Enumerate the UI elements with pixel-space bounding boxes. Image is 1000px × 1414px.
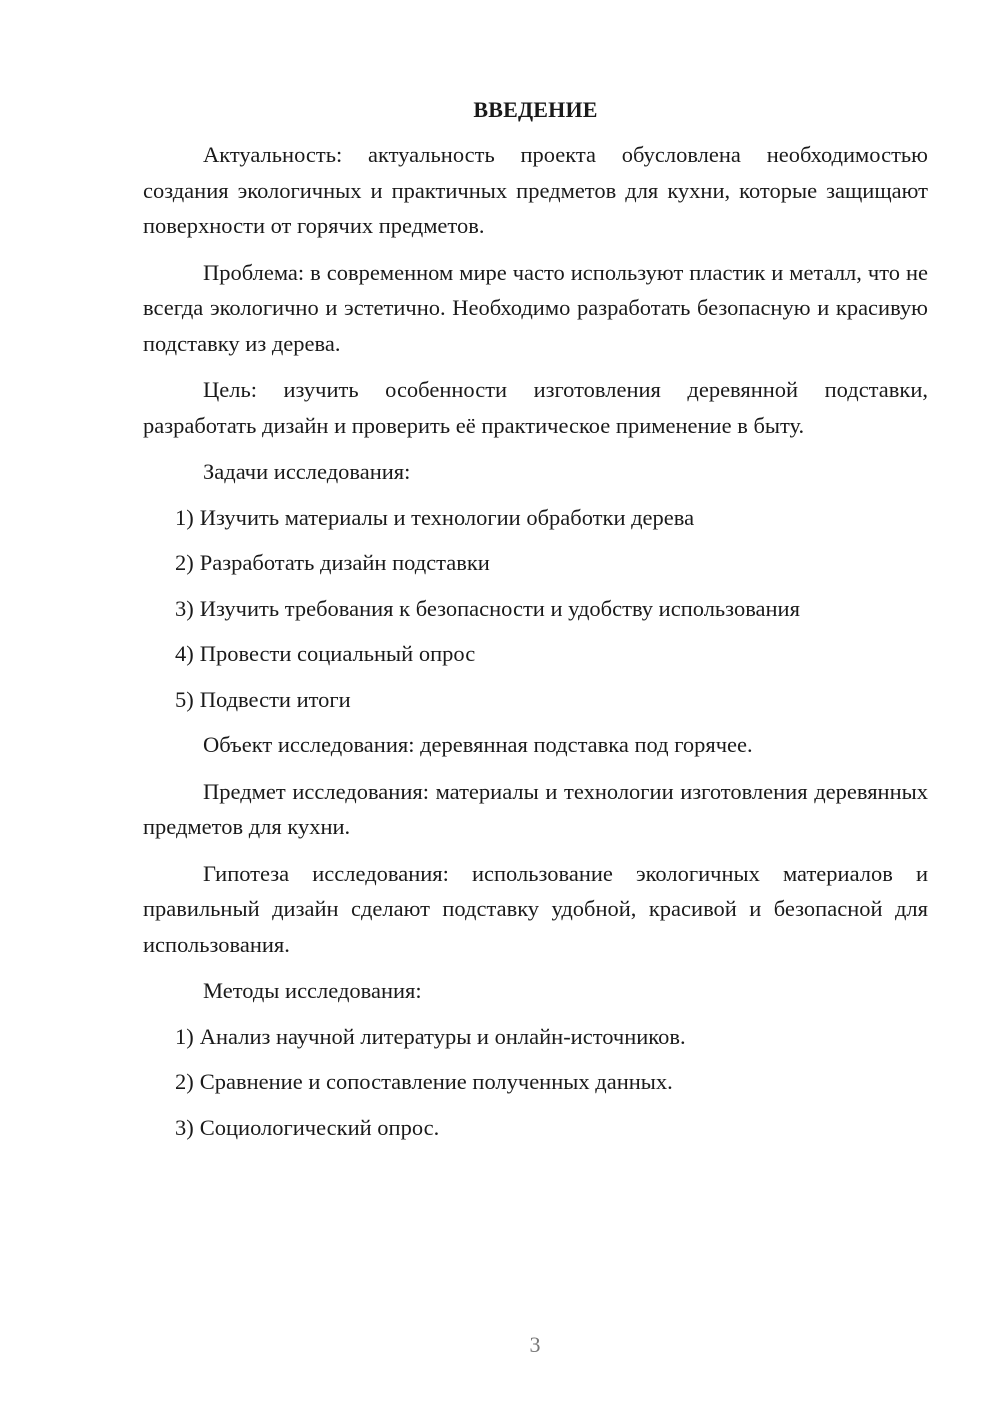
list-item-number: 2) — [175, 1069, 194, 1094]
methods-list — [143, 1019, 928, 1146]
list-item — [143, 545, 928, 581]
list-item-number: 3) — [175, 1114, 194, 1140]
list-item-text: Социологический опрос. — [199, 1114, 440, 1140]
page-number: 3 — [529, 1332, 541, 1357]
list-item-text: Изучить требования к безопасности и удобству использования — [199, 595, 800, 621]
list-item — [143, 1064, 928, 1100]
list-item-number: 3) — [175, 595, 194, 621]
list-item-text: Сравнение и сопоставление полученных данных. — [199, 1069, 673, 1094]
document-page — [143, 92, 928, 1155]
tasks-list — [143, 500, 928, 718]
list-item — [143, 636, 928, 672]
list-item — [143, 1110, 928, 1146]
paragraph-hypothesis: Гипотеза исследования: использование экологичных материалов и правильный дизайн сделают подставку удобной, красивой и безопасной для использования. — [143, 860, 928, 957]
list-item-number: 1) — [175, 504, 194, 530]
list-item-number: 5) — [175, 686, 194, 712]
list-item-number: 1) — [175, 1023, 194, 1049]
list-item-text: Изучить материалы и технологии обработки дерева — [199, 504, 695, 530]
methods-heading: Методы исследования: — [203, 978, 422, 1003]
list-item — [143, 591, 928, 627]
list-item-text: Разработать дизайн подставки — [199, 550, 490, 575]
paragraph-relevance: Актуальность: актуальность проекта обусловлена необходимостью создания экологичных и практичных предметов для кухни, которые защищают поверхности от горячих предметов. — [143, 142, 928, 238]
list-item-text: Анализ научной литературы и онлайн-источников. — [199, 1023, 686, 1049]
list-item-text: Провести социальный опрос — [199, 641, 476, 666]
paragraph-goal: Цель: изучить особенности изготовления деревянной подставки, разработать дизайн и проверить её практическое применение в быту. — [143, 377, 928, 438]
list-item — [143, 1019, 928, 1055]
list-item — [143, 682, 928, 718]
list-item-text: Подвести итоги — [199, 686, 351, 712]
paragraph-subject: Предмет исследования: материалы и технологии изготовления деревянных предметов для кухни. — [143, 778, 928, 839]
list-item-number: 2) — [175, 550, 194, 575]
page-title: ВВЕДЕНИЕ — [473, 97, 598, 122]
paragraph-problem: Проблема: в современном мире часто используют пластик и металл, что не всегда экологично и эстетично. Необходимо разработать безопасную и красивую подставку из дерева. — [143, 259, 928, 356]
paragraph-object: Объект исследования: деревянная подставка под горячее. — [203, 732, 753, 757]
list-item-number: 4) — [175, 641, 194, 666]
tasks-heading: Задачи исследования: — [203, 459, 411, 484]
list-item — [143, 500, 928, 536]
